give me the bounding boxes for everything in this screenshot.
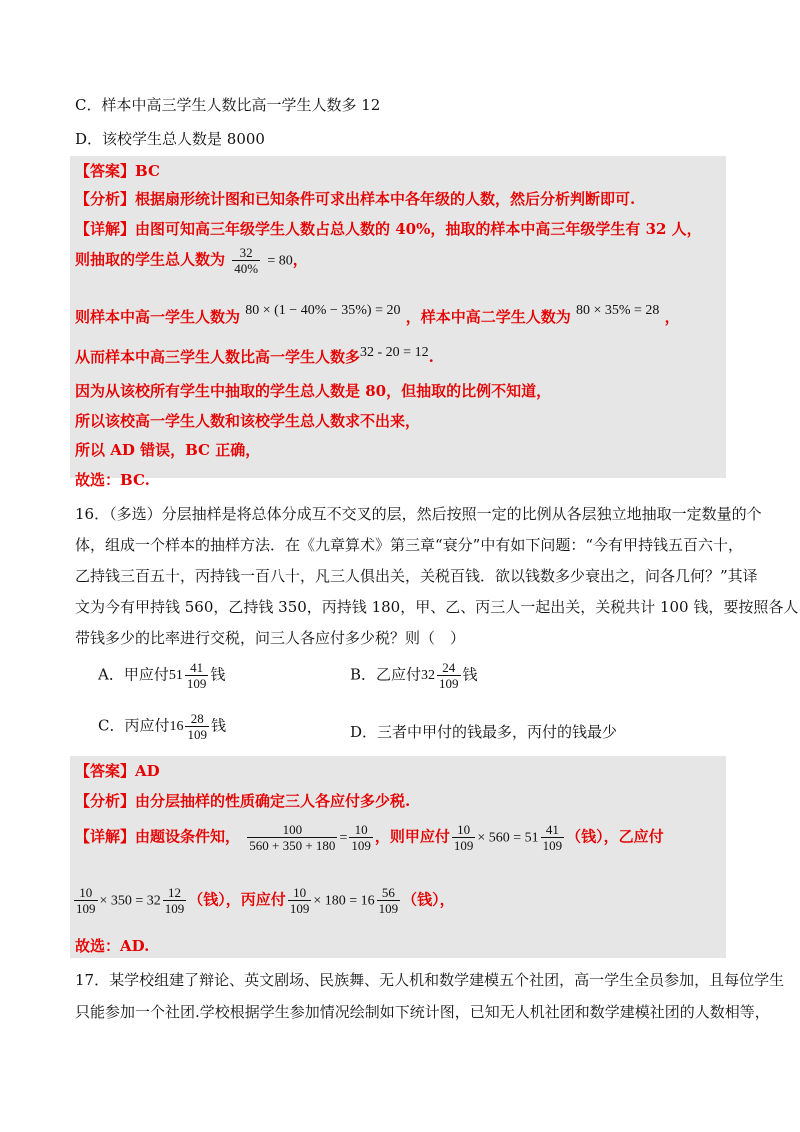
detail-text: ，则甲应付 [374,827,450,846]
math-expr: × 350 = 32 [99,893,161,909]
option-prefix: C．丙应付 [98,716,170,735]
mixed-number: 16 $\frac{28}{109}$ [169,711,207,742]
q16-option-d: D．三者中甲付的钱最多，丙付的钱最少 [350,723,618,741]
math-expr: = 80 [267,253,293,269]
q16-detail-1 [75,822,664,853]
detail-text: 从而样本中高三学生人数比高一学生人数多 [75,348,361,366]
detail-text: ， [664,308,680,326]
detail-text: （钱），丙应付 [188,890,286,909]
answer-label: 【答案】 [75,762,136,780]
q15-detail-3 [75,303,680,327]
q16-detail-3: 故选：AD. [75,937,150,955]
math-expr: 80 × 35% = 28 [575,303,660,318]
q15-detail-8: 故选：BC. [75,471,150,489]
detail-text: ，样本中高二学生人数为 [405,308,571,326]
detail-label: 【详解】 [75,827,136,846]
q16-analysis [75,790,410,811]
answer-value: BC [135,162,160,180]
q16-solution-block [70,756,726,958]
q16-detail-2 [72,885,455,916]
answer-label: 【答案】 [75,162,136,180]
q16-option-c [98,711,226,742]
fraction: $\frac{12}{109}$ [164,885,185,916]
fraction: $\frac{32}{40\%}$ [234,245,259,276]
analysis-text: 根据扇形统计图和已知条件可求出样本中各年级的人数，然后分析判断即可. [135,190,636,208]
fraction: $\frac{56}{109}$ [378,885,399,916]
q15-answer [75,160,160,181]
fraction: $\frac{41}{109}$ [542,822,563,853]
q16-stem-1: 16．（多选）分层抽样是将总体分成互不交叉的层，然后按照一定的比例从各层独立地抽取一定数量的个 [75,505,762,523]
q16-stem-2: 体，组成一个样本的抽样方法．在《九章算术》第三章“衰分”中有如下问题：“今有甲持钱五百六十， [75,536,744,554]
detail-text: . [428,348,434,366]
answer-value: AD [135,762,160,780]
detail-text: 则样本中高一学生人数为 [75,308,241,326]
q16-answer [75,760,160,781]
q17-stem-2: 只能参加一个社团.学校根据学生参加情况绘制如下统计图，已知无人机社团和数学建模社团的人数相等， [75,1003,770,1021]
q15-analysis [75,188,635,209]
fraction: $\frac{100}{560 + 350 + 180}$ [249,822,336,853]
detail-text: 由题设条件知， [135,827,241,846]
q15-detail-6: 所以该校高一学生人数和该校学生总人数求不出来， [75,412,421,430]
math-expr: = [339,830,348,846]
option-prefix: B．乙应付 [350,665,422,684]
q16-stem-5: 带钱多少的比率进行交税，问三人各应付多少税？则（ ） [75,629,466,647]
option-prefix: A．甲应付 [98,665,169,684]
detail-text: （钱），乙应付 [566,827,664,846]
math-expr: × 180 = 16 [313,893,375,909]
q16-stem-3: 乙持钱三百五十，丙持钱一百八十，凡三人俱出关，关税百钱．欲以钱数多少衰出之，问各几何？”其译 [75,567,758,585]
option-suffix: 钱 [210,716,226,735]
detail-text: ， [292,250,308,269]
fraction: $\frac{10}{109}$ [453,822,474,853]
q15-option-c: C．样本中高三学生人数比高一学生人数多 12 [75,96,381,114]
fraction: $\frac{10}{109}$ [289,885,310,916]
q15-detail-4 [75,346,434,367]
detail-label: 【详解】 [75,220,136,238]
mixed-number: 51 $\frac{41}{109}$ [168,660,207,691]
mixed-number: 32 $\frac{24}{109}$ [421,660,459,691]
q15-detail-1 [75,218,702,239]
q15-detail-2 [75,245,308,276]
analysis-label: 【分析】 [75,792,136,810]
q15-detail-5: 因为从该校所有学生中抽取的学生总人数是 80，但抽取的比例不知道， [75,382,552,400]
detail-text: （钱）， [402,890,455,909]
fraction: $\frac{10}{109}$ [76,885,96,916]
detail-text: 由图可知高三年级学生人数占总人数的 40%，抽取的样本中高三年级学生有 32 人， [135,220,702,238]
q16-option-a [98,660,225,691]
q17-stem-1: 17．某学校组建了辩论、英文剧场、民族舞、无人机和数学建模五个社团，高一学生全员参加，且每位学生 [75,971,785,989]
q16-stem-4: 文为今有甲持钱 560，乙持钱 350，丙持钱 180，甲、乙、丙三人一起出关，关税共计 100 钱，要按照各人 [75,598,799,616]
option-suffix: 钱 [210,665,226,684]
detail-text: 则抽取的学生总人数为 [75,250,226,269]
analysis-label: 【分析】 [75,190,136,208]
math-expr: 32 - 20 = 12 [360,345,429,360]
math-expr: × 560 = 51 [477,830,539,846]
math-expr: 80 × (1 − 40% − 35%) = 20 [245,303,401,318]
q15-option-d: D．该校学生总人数是 8000 [75,130,265,148]
q15-detail-7: 所以 AD 错误，BC 正确， [75,441,261,459]
option-suffix: 钱 [462,665,478,684]
fraction: $\frac{10}{109}$ [351,822,371,853]
q16-option-b [350,660,478,691]
analysis-text: 由分层抽样的性质确定三人各应付多少税. [135,792,411,810]
